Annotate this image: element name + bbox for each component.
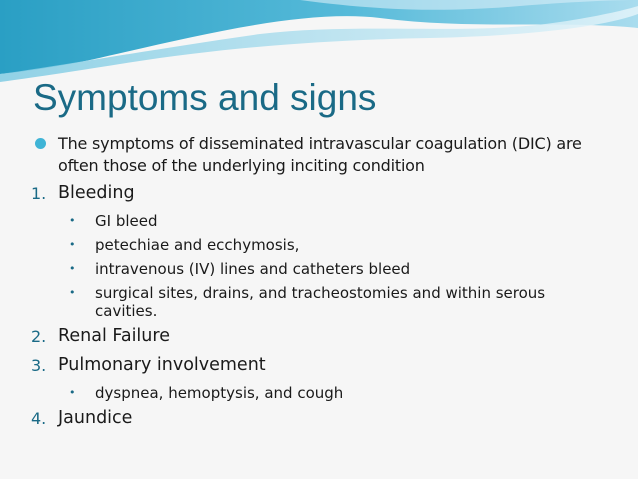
small-bullet-icon: • — [69, 214, 76, 227]
intro-text: The symptoms of disseminated intravascular coagulation (DIC) are often those of the underlying inciting condition — [58, 134, 582, 175]
sub-item-text: surgical sites, drains, and tracheostomies and within serous cavities. — [95, 284, 546, 320]
small-bullet-icon: • — [69, 286, 76, 299]
slide-title: Symptoms and signs — [33, 77, 377, 118]
list-number: 4. — [31, 409, 47, 428]
sub-item — [0, 212, 610, 230]
small-bullet-icon: • — [69, 386, 76, 399]
list-item-label: Jaundice — [58, 408, 133, 428]
list-item-renal-failure — [0, 324, 610, 349]
round-bullet-icon — [35, 138, 46, 149]
sub-item — [0, 236, 610, 254]
list-item-pulmonary-involvement — [0, 353, 610, 378]
list-item-label: Renal Failure — [58, 326, 170, 346]
sub-item-text: petechiae and ecchymosis, — [95, 236, 300, 254]
list-item-bleeding — [0, 181, 610, 206]
list-item-jaundice — [0, 406, 610, 431]
list-number: 1. — [31, 184, 47, 203]
small-bullet-icon: • — [69, 238, 76, 251]
list-item-label: Pulmonary involvement — [58, 355, 266, 375]
slide-body — [0, 133, 610, 431]
sub-item — [0, 260, 610, 278]
intro-paragraph — [0, 133, 610, 177]
list-number: 3. — [31, 356, 47, 375]
sub-item-text: dyspnea, hemoptysis, and cough — [95, 384, 344, 402]
list-number: 2. — [31, 327, 47, 346]
small-bullet-icon: • — [69, 262, 76, 275]
list-item-label: Bleeding — [58, 183, 135, 203]
sub-item — [0, 284, 610, 320]
sub-item-text: GI bleed — [95, 212, 158, 230]
sub-item-text: intravenous (IV) lines and catheters bleed — [95, 260, 411, 278]
header-wave-decoration — [0, 0, 638, 85]
sub-item — [0, 384, 610, 402]
